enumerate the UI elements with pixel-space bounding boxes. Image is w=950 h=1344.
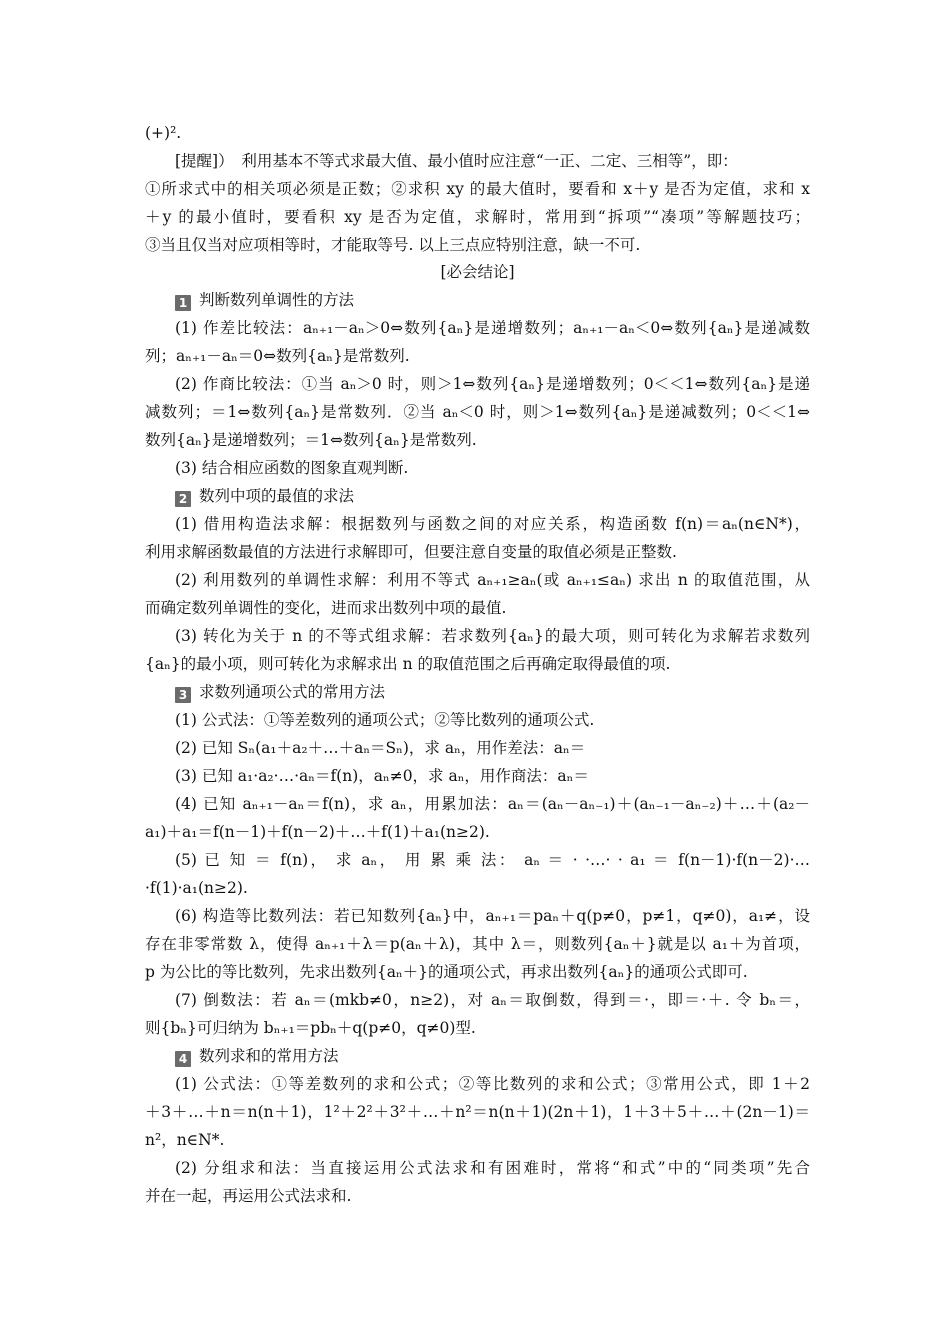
text-line: (6) 构造等比数列法：若已知数列{aₙ}中，aₙ₊₁＝paₙ＋q(p≠0，p≠1，q≠0)，a₁≠，设 <box>175 907 810 925</box>
text-line: ·f(1)·a₁(n≥2). <box>145 879 248 897</box>
section-number-badge: 3 <box>175 687 191 703</box>
text-line: 减数列；＝1⇔数列{aₙ}是常数列．②当 aₙ＜0 时，则＞1⇔数列{aₙ}是递减数列；0＜＜1⇔ <box>145 403 810 421</box>
text-line: ＋y 的最小值时，要看积 xy 是否为定值，求解时，常用到“拆项”“凑项”等解题技巧； <box>145 208 810 226</box>
reminder-line: [提醒]） 利用基本不等式求最大值、最小值时应注意“一正、二定、三相等”，即： <box>175 152 738 170</box>
text-line: (1) 借用构造法求解：根据数列与函数之间的对应关系，构造函数 f(n)＝aₙ(n∈N*)， <box>175 515 810 533</box>
text-line: 列；aₙ₊₁－aₙ＝0⇔数列{aₙ}是常数列. <box>145 347 410 365</box>
text-line: 并在一起，再运用公式法求和. <box>145 1187 352 1205</box>
section-number-badge: 1 <box>175 295 191 311</box>
text-line: (3) 转化为关于 n 的不等式组求解：若求数列{aₙ}的最大项，则可转化为求解若求数列 <box>175 627 810 645</box>
section-number-badge: 4 <box>175 1051 191 1067</box>
section-title-4: 4 数列求和的常用方法 <box>175 1046 810 1067</box>
text-line: 利用求解函数最值的方法进行求解即可，但要注意自变量的取值必须是正整数. <box>145 543 677 561</box>
text-line: (4) 已知 aₙ₊₁－aₙ＝f(n)，求 aₙ，用累加法：aₙ＝(aₙ－aₙ₋₁)＋(aₙ₋₁－aₙ₋₂)＋…＋(a₂－ <box>175 795 810 813</box>
text-line: n²，n∈N*. <box>145 1131 225 1149</box>
section-heading: [必会结论] <box>440 263 515 281</box>
text-line: p 为公比的等比数列，先求出数列{aₙ＋}的通项公式，再求出数列{aₙ}的通项公式即可. <box>145 963 748 981</box>
section-title-3: 3 求数列通项公式的常用方法 <box>175 682 810 703</box>
text-line: ③当且仅当对应项相等时，才能取等号. 以上三点应特别注意，缺一不可. <box>145 236 641 254</box>
text-line: (7) 倒数法：若 aₙ＝(mkb≠0，n≥2)，对 aₙ＝取倒数，得到＝·，即＝·＋. 令 bₙ＝， <box>175 991 810 1009</box>
text-line: a₁)＋a₁＝f(n－1)＋f(n－2)＋…＋f(1)＋a₁(n≥2). <box>145 823 490 841</box>
text-line: (3) 结合相应函数的图象直观判断. <box>175 459 409 477</box>
text-line: 数列{aₙ}是递增数列；＝1⇔数列{aₙ}是常数列. <box>145 431 477 449</box>
text-line: 存在非零常数 λ，使得 aₙ₊₁＋λ＝p(aₙ＋λ)，其中 λ＝，则数列{aₙ＋}就是以 a₁＋为首项， <box>145 935 810 953</box>
text-line: (2) 作商比较法：①当 aₙ＞0 时，则＞1⇔数列{aₙ}是递增数列；0＜＜1⇔数列{aₙ}是递 <box>175 375 810 393</box>
text-line: (1) 公式法：①等差数列的求和公式；②等比数列的求和公式；③常用公式，即 1＋2 <box>175 1075 810 1093</box>
text-line: (1) 作差比较法：aₙ₊₁－aₙ＞0⇔数列{aₙ}是递增数列；aₙ₊₁－aₙ＜0⇔数列{aₙ}是递减数 <box>175 319 810 337</box>
section-title-1: 1 判断数列单调性的方法 <box>175 290 810 311</box>
text-line: (2) 利用数列的单调性求解：利用不等式 aₙ₊₁≥aₙ(或 aₙ₊₁≤aₙ) 求出 n 的取值范围，从 <box>175 571 810 589</box>
text-line: (5) 已 知 ＝ f(n)， 求 aₙ， 用 累 乘 法： aₙ ＝ · ·…· · a₁ ＝ f(n－1)·f(n－2)·… <box>175 851 810 869</box>
text-line: ＋3＋…＋n＝n(n＋1)，1²＋2²＋3²＋…＋n²＝n(n＋1)(2n＋1)，1＋3＋5＋…＋(2n－1)＝ <box>145 1103 810 1121</box>
text-line: (3) 已知 a₁·a₂·…·aₙ＝f(n)，aₙ≠0，求 aₙ，用作商法：aₙ＝ <box>175 767 589 785</box>
text-line: (+)². <box>145 124 182 142</box>
section-number-badge: 2 <box>175 491 191 507</box>
text-line: {aₙ}的最小项，则可转化为求解求出 n 的取值范围之后再确定取得最值的项. <box>145 655 671 673</box>
section-title-2: 2 数列中项的最值的求法 <box>175 486 810 507</box>
text-line: (2) 已知 Sₙ(a₁＋a₂＋…＋aₙ＝Sₙ)，求 aₙ，用作差法：aₙ＝ <box>175 739 586 757</box>
text-line: 而确定数列单调性的变化，进而求出数列中项的最值. <box>145 599 507 617</box>
text-line: ①所求式中的相关项必须是正数；②求积 xy 的最大值时，要看和 x＋y 是否为定值，求和 x <box>145 180 810 198</box>
text-line: 则{bₙ}可归纳为 bₙ₊₁＝pbₙ＋q(p≠0，q≠0)型. <box>145 1019 476 1037</box>
text-line: (2) 分组求和法：当直接运用公式法求和有困难时，常将“和式”中的“同类项”先合 <box>175 1159 810 1177</box>
text-line: (1) 公式法：①等差数列的通项公式；②等比数列的通项公式. <box>175 711 595 729</box>
